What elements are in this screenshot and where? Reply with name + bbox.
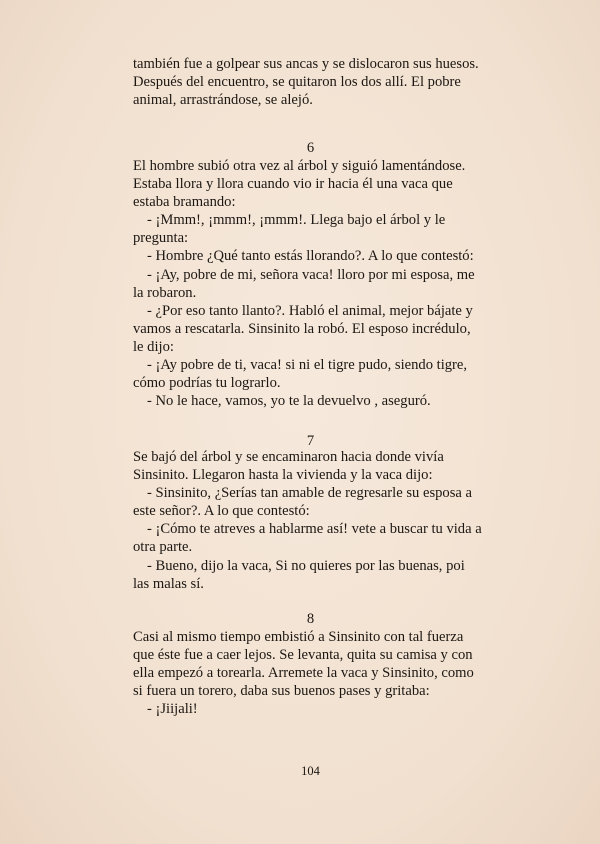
text-line: pregunta: — [133, 230, 189, 247]
section-number: 6 — [306, 140, 315, 156]
text-line: este señor?. A lo que contestó: — [133, 503, 310, 520]
section-7-text — [133, 448, 488, 593]
intro-paragraph — [133, 55, 488, 109]
text-line: otra parte. — [133, 539, 193, 556]
text-line: Casi al mismo tiempo embistió a Sinsinito con tal fuerza — [133, 629, 464, 645]
text-line: también fue a golpear sus ancas y se dislocaron sus huesos. — [133, 56, 479, 72]
dialogue-line: - ¡Ay pobre de ti, vaca! si ni el tigre pudo, siendo tigre, — [147, 357, 468, 374]
dialogue-line: - Bueno, dijo la vaca, Si no quieres por las buenas, poi — [147, 557, 465, 574]
dialogue-line: - No le hace, vamos, yo te la devuelvo , aseguró. — [147, 393, 431, 410]
text-line: El hombre subió otra vez al árbol y siguió lamentándose. — [133, 158, 466, 174]
dialogue-line: - ¡Jiijali! — [147, 701, 198, 718]
section-number: 8 — [306, 611, 315, 627]
dialogue-line: - Hombre ¿Qué tanto estás llorando?. A lo que contestó: — [147, 248, 474, 265]
section-6-text — [133, 157, 488, 410]
text-line: que éste fue a caer lejos. Se levanta, quita su camisa y con — [133, 647, 473, 664]
dialogue-line: - ¿Por eso tanto llanto?. Habló el animal, mejor bájate y — [147, 302, 473, 319]
text-line: Se bajó del árbol y se encaminaron hacia donde vivía — [133, 449, 444, 465]
text-line: Después del encuentro, se quitaron los dos allí. El pobre — [133, 74, 461, 91]
text-line: estaba bramando: — [133, 194, 236, 211]
section-number: 7 — [306, 433, 315, 449]
text-line: cómo podrías tu lograrlo. — [133, 375, 281, 392]
dialogue-line: - ¡Cómo te atreves a hablarme así! vete a buscar tu vida a — [147, 521, 482, 538]
dialogue-line: - Sinsinito, ¿Serías tan amable de regresarle su esposa a — [147, 485, 473, 502]
text-line: le dijo: — [133, 338, 174, 355]
text-line: Sinsinito. Llegaron hasta la vivienda y la vaca dijo: — [133, 467, 433, 484]
text-line: animal, arrastrándose, se alejó. — [133, 92, 313, 109]
page-number: 104 — [301, 764, 320, 778]
section-8-text — [133, 628, 488, 718]
dialogue-line: - ¡Mmm!, ¡mmm!, ¡mmm!. Llega bajo el árbol y le — [147, 212, 446, 229]
text-line: si fuera un torero, daba sus buenos pases y gritaba: — [133, 683, 430, 700]
text-line: ella empezó a torearla. Arremete la vaca y Sinsinito, como — [133, 665, 474, 682]
text-line: la robaron. — [133, 284, 197, 301]
text-line: Estaba llora y llora cuando vio ir hacia él una vaca que — [133, 176, 453, 193]
dialogue-line: - ¡Ay, pobre de mi, señora vaca! lloro por mi esposa, me — [147, 266, 475, 283]
text-line: las malas sí. — [133, 575, 204, 592]
text-line: vamos a rescatarla. Sinsinito la robó. El esposo incrédulo, — [133, 320, 471, 337]
